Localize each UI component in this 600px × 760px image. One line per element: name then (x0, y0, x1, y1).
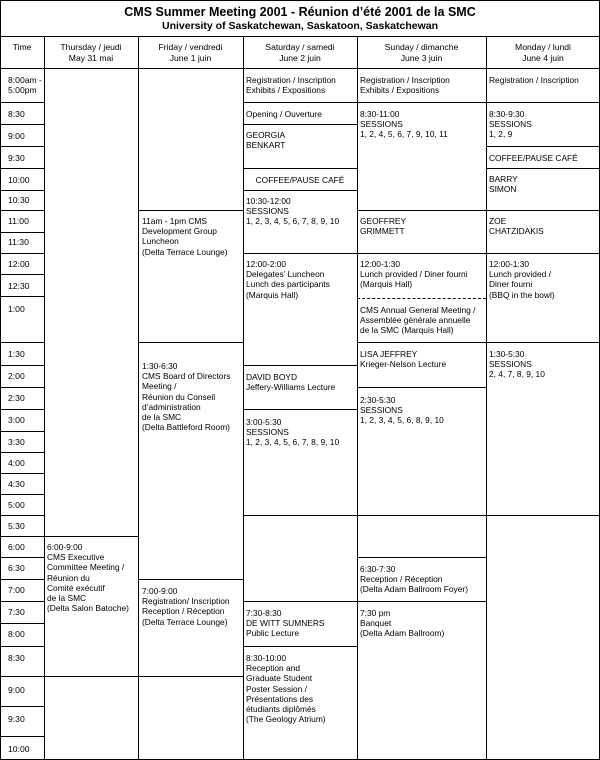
time-label: 9:30 (8, 714, 25, 724)
event-sunday-lunch: 12:00-1:30 Lunch provided / Diner fourni (Marquis Hall) (360, 259, 468, 290)
time-label: 8:30 (8, 653, 25, 663)
column-header-friday: Friday / vendredi June 1 juin (158, 42, 223, 63)
event-thursday-executive-meeting: 6:00-9:00 CMS Executive Committee Meeting / Réunion du Comité exécutif de la SMC (Delta Salon Batoche) (47, 542, 129, 614)
event-saturday-benkart: GEORGIA BENKART (246, 130, 286, 151)
block-rule (486, 342, 600, 343)
block-rule (138, 342, 243, 343)
time-label: 5:30 (8, 521, 25, 531)
time-label: 4:30 (8, 479, 25, 489)
time-row-rule (0, 579, 44, 580)
event-saturday-registration: Registration / Inscription Exhibits / Expositions (246, 75, 336, 96)
block-rule (243, 365, 357, 366)
block-rule (486, 515, 600, 516)
time-label: 1:00 (8, 304, 25, 314)
time-row-rule (0, 536, 44, 537)
time-row-rule (0, 494, 44, 495)
time-label: 10:30 (8, 195, 30, 205)
event-monday-simon: BARRY SIMON (489, 174, 518, 195)
event-monday-sessions-afternoon: 1:30-5:30 SESSIONS 2, 4, 7, 8, 9, 10 (489, 349, 545, 380)
time-row-rule (0, 736, 44, 737)
page-subtitle: University of Saskatchewan, Saskatoon, Saskatchewan (161, 20, 439, 32)
time-row-rule (0, 676, 44, 677)
block-rule (357, 253, 486, 254)
block-rule (243, 409, 357, 410)
time-label: 11:30 (8, 237, 29, 247)
time-label: 4:00 (8, 458, 25, 468)
time-label: 9:00 (8, 685, 25, 695)
column-divider (138, 36, 139, 760)
time-label: 12:00 (8, 259, 30, 269)
event-saturday-sumners-lecture: 7:30-8:30 DE WITT SUMNERS Public Lecture (246, 608, 325, 639)
time-row-rule (0, 601, 44, 602)
event-saturday-sessions-afternoon: 3:00-5:30 SESSIONS 1, 2, 3, 4, 5, 6, 7, 8, 9, 10 (246, 417, 340, 448)
time-label: 8:00 (8, 629, 25, 639)
column-header-time: Time (12, 42, 32, 52)
block-rule (243, 102, 357, 103)
block-rule (44, 676, 138, 677)
block-rule (486, 146, 600, 147)
time-row-rule (0, 365, 44, 366)
time-row-rule (0, 431, 44, 432)
time-row-rule (0, 296, 44, 297)
time-row-rule (0, 646, 44, 647)
block-rule (243, 646, 357, 647)
block-rule (357, 342, 486, 343)
event-sunday-banquet: 7:30 pm Banquet (Delta Adam Ballroom) (360, 608, 445, 639)
time-row-rule (0, 623, 44, 624)
event-friday-registration-reception: 7:00-9:00 Registration/ Inscription Reception / Réception (Delta Terrace Lounge) (142, 586, 230, 627)
event-saturday-coffee: COFFEE/PAUSE CAFÉ (255, 175, 345, 185)
time-row-rule (0, 146, 44, 147)
dashed-rule (357, 298, 486, 299)
time-label: 10:00 (8, 744, 30, 754)
block-rule (138, 210, 243, 211)
event-monday-registration: Registration / Inscription (489, 75, 579, 85)
column-divider (486, 36, 487, 760)
time-row-rule (0, 102, 44, 103)
event-saturday-luncheon: 12:00-2:00 Delegates’ Luncheon Lunch des participants (Marquis Hall) (246, 259, 330, 300)
block-rule (243, 190, 357, 191)
block-rule (138, 579, 243, 580)
column-divider (357, 36, 358, 760)
column-divider (44, 36, 45, 760)
header-rule (0, 68, 600, 69)
event-sunday-sessions-afternoon: 2:30-5:30 SESSIONS 1, 2, 3, 4, 5, 6, 8, 9, 10 (360, 395, 444, 426)
event-friday-development-luncheon: 11am - 1pm CMS Development Group Luncheon (Delta Terrace Lounge) (142, 216, 228, 257)
block-rule (243, 124, 357, 125)
block-rule (138, 676, 243, 677)
event-sunday-reception: 6:30-7:30 Reception / Réception (Delta Adam Ballroom Foyer) (360, 564, 468, 595)
time-label: 1:30 (8, 349, 25, 359)
time-row-rule (0, 190, 44, 191)
time-row-rule (0, 124, 44, 125)
time-label: 9:30 (8, 153, 25, 163)
block-rule (243, 515, 357, 516)
event-monday-coffee: COFFEE/PAUSE CAFÉ (489, 153, 578, 163)
time-label: 9:00 (8, 131, 25, 141)
time-row-rule (0, 557, 44, 558)
column-divider (243, 36, 244, 760)
column-header-saturday: Saturday / samedi June 2 juin (265, 42, 335, 63)
block-rule (243, 253, 357, 254)
block-rule (486, 168, 600, 169)
block-rule (357, 387, 486, 388)
time-label: 10:00 (8, 175, 30, 185)
time-label: 3:00 (8, 415, 25, 425)
time-label: 7:00 (8, 585, 25, 595)
time-row-rule (0, 515, 44, 516)
page-title: CMS Summer Meeting 2001 - Réunion d’été 2001 de la SMC (124, 5, 476, 19)
title-rule (0, 36, 600, 37)
time-row-rule (0, 409, 44, 410)
time-label: 2:30 (8, 393, 25, 403)
block-rule (486, 102, 600, 103)
block-rule (357, 102, 486, 103)
event-monday-sessions-morning: 8:30-9:30 SESSIONS 1, 2, 9 (489, 109, 532, 140)
time-row-rule (0, 452, 44, 453)
block-rule (357, 557, 486, 558)
time-label: 8:30 (8, 109, 25, 119)
time-row-rule (0, 168, 44, 169)
time-label: 7:30 (8, 607, 25, 617)
column-header-sunday: Sunday / dimanche June 3 juin (384, 42, 459, 63)
block-rule (357, 210, 486, 211)
time-row-rule (0, 253, 44, 254)
time-row-rule (0, 210, 44, 211)
block-rule (486, 253, 600, 254)
event-sunday-sessions-morning: 8:30-11:00 SESSIONS 1, 2, 4, 5, 6, 7, 9, 10, 11 (360, 109, 448, 140)
event-monday-chatzidakis: ZOE CHATZIDAKIS (489, 216, 544, 237)
event-saturday-boyd-lecture: DAVID BOYD Jeffery-Williams Lecture (246, 372, 336, 393)
time-label: 11:00 (8, 216, 29, 226)
time-row-rule (0, 274, 44, 275)
event-sunday-registration: Registration / Inscription Exhibits / Expositions (360, 75, 450, 96)
event-monday-lunch: 12:00-1:30 Lunch provided / Diner fourni (BBQ in the bowl) (489, 259, 555, 300)
column-header-monday: Monday / lundi June 4 juin (515, 42, 571, 63)
block-rule (243, 601, 357, 602)
time-label: 3:30 (8, 437, 25, 447)
column-header-thursday: Thursday / jeudi May 31 mai (60, 42, 122, 63)
time-label: 6:00 (8, 542, 25, 552)
time-label: 6:30 (8, 563, 25, 573)
event-friday-board-meeting: 1:30-6:30 CMS Board of Directors Meeting / Réunion du Conseil d’administration de la SMC (Delta Battleford Room) (142, 361, 231, 433)
time-row-rule (0, 473, 44, 474)
event-sunday-annual-general-meeting: CMS Annual General Meeting / Assemblée générale annuelle de la SMC (Marquis Hall) (360, 305, 476, 336)
event-sunday-grimmett: GEOFFREY GRIMMETT (360, 216, 407, 237)
event-sunday-jeffrey-lecture: LISA JEFFREY Krieger-Nelson Lecture (360, 349, 447, 370)
time-label: 2:00 (8, 371, 25, 381)
event-saturday-sessions-morning: 10:30-12:00 SESSIONS 1, 2, 3, 4, 5, 6, 7, 8, 9, 10 (246, 196, 340, 227)
block-rule (44, 536, 138, 537)
event-saturday-opening: Opening / Ouverture (246, 109, 322, 119)
time-row-rule (0, 387, 44, 388)
block-rule (357, 601, 486, 602)
time-row-rule (0, 706, 44, 707)
time-label: 12:30 (8, 281, 30, 291)
block-rule (486, 210, 600, 211)
time-label: 5:00 (8, 500, 25, 510)
time-row-rule (0, 232, 44, 233)
block-rule (243, 168, 357, 169)
event-saturday-poster-session: 8:30-10:00 Reception and Graduate Student Poster Session / Présentations des étudiants diplômés (The Geology Atrium) (246, 653, 326, 725)
time-label: 8:00am - 5:00pm (8, 75, 42, 95)
block-rule (357, 515, 486, 516)
time-row-rule (0, 342, 44, 343)
